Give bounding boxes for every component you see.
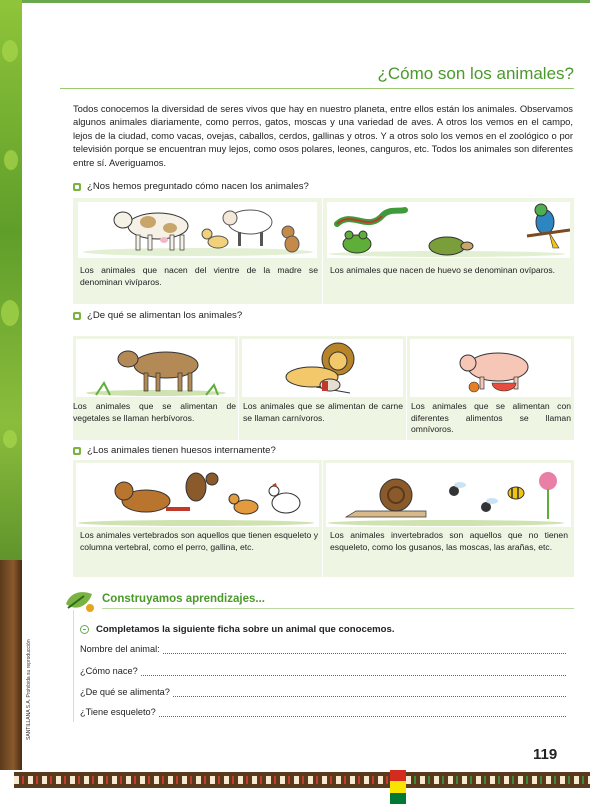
page-title: ¿Cómo son los animales? — [377, 64, 574, 83]
panel-herbivores — [73, 336, 238, 440]
decorative-border-left — [14, 772, 392, 788]
panel-invertebrates — [323, 460, 574, 577]
omnivore-illustration — [410, 339, 571, 397]
answer-line[interactable] — [163, 644, 566, 654]
decorative-border-right — [392, 772, 590, 788]
tree-decoration — [0, 0, 22, 770]
construyamos-rule — [102, 608, 574, 609]
panel-oviparous — [323, 198, 574, 304]
caption-herbivores: Los animales que se alimentan de vegetales se llaman herbívoros. — [73, 401, 236, 423]
panel-carnivores — [239, 336, 406, 440]
caption-oviparous: Los animales que nacen de huevo se denominan ovíparos. — [330, 265, 556, 275]
question-heading-bones: ¿Los animales tienen huesos internamente? — [73, 445, 276, 456]
invertebrate-illustration — [326, 463, 571, 527]
herbivore-illustration — [76, 339, 235, 397]
question-heading-diet: ¿De qué se alimentan los animales? — [73, 310, 242, 321]
copyright-note: SANTILLANA S.A. Prohibida su reproducción — [26, 639, 32, 740]
carnivore-illustration — [242, 339, 403, 397]
question-heading-birth: ¿Nos hemos preguntado cómo nacen los animales? — [73, 181, 309, 192]
answer-line[interactable] — [173, 687, 566, 697]
top-rule — [22, 0, 590, 3]
panel-vertebrates — [73, 460, 322, 577]
caption-viviparous: Los animales que nacen del vientre de la madre se denominan vivíparos. — [80, 265, 318, 287]
caption-omnivores: Los animales que se alimentan con diferentes alimentos se llaman omnívoros. — [411, 401, 571, 435]
field-animal-name[interactable]: Nombre del animal: — [80, 644, 566, 654]
vertebrate-illustration — [76, 463, 319, 527]
task-bullet-icon — [80, 625, 89, 634]
task-instruction: Completamos la siguiente ficha sobre un animal que conocemos. — [80, 624, 395, 635]
panel-omnivores — [407, 336, 574, 440]
caption-vertebrates: Los animales vertebrados son aquellos que tienen esqueleto y columna vertebral, como el perro, gallina, etc. — [80, 530, 318, 552]
viviparous-illustration — [78, 202, 317, 258]
page-number: 119 — [533, 746, 558, 763]
answer-line[interactable] — [159, 707, 566, 717]
question-icon — [73, 312, 81, 320]
field-diet[interactable]: ¿De qué se alimenta? — [80, 687, 566, 697]
caption-invertebrates: Los animales invertebrados son aquellos que no tienen esqueleto, como los gusanos, las moscas, las arañas, etc. — [330, 530, 568, 552]
flag-icon — [390, 770, 406, 804]
construyamos-title: Construyamos aprendizajes... — [102, 593, 265, 605]
intro-paragraph: Todos conocemos la diversidad de seres vivos que hay en nuestro planeta, entre ellos están los animales. Observamos algunos animales diariamente, como perros, gatos, moscas y una variedad de aves. A otros los vemos en el campo, lejos de la ciudad, como vacas, ovejas, caballos, cerdos, gallinas y otros. Y a otros solo los vemos en el zoológico o por televisión porque se encuentran muy lejos, como osos polares, leones, canguros, etc. Todos los animales son diferentes entre sí. Averiguamos. — [73, 103, 573, 168]
question-icon — [73, 183, 81, 191]
title-rule — [60, 88, 574, 89]
panel-viviparous — [73, 198, 322, 304]
answer-line[interactable] — [141, 666, 566, 676]
caption-carnivores: Los animales que se alimentan de carne se llaman carnívoros. — [243, 401, 403, 423]
question-icon — [73, 447, 81, 455]
field-skeleton[interactable]: ¿Tiene esqueleto? — [80, 707, 566, 717]
field-how-born[interactable]: ¿Cómo nace? — [80, 666, 566, 676]
oviparous-illustration — [327, 202, 570, 258]
